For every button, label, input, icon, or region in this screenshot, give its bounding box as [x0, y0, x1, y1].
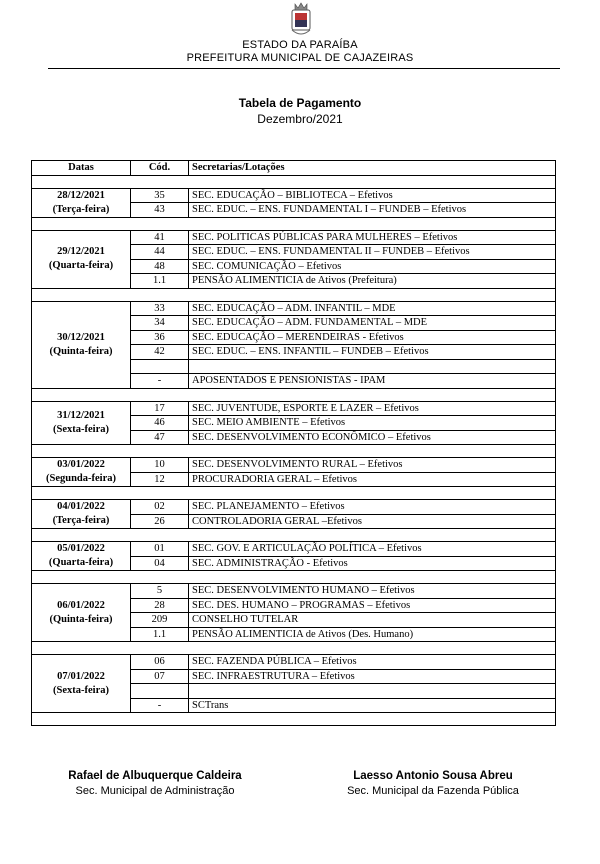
- code-cell: 34: [131, 316, 189, 331]
- secretaria-cell: PROCURADORIA GERAL – Efetivos: [189, 472, 556, 487]
- date-value: 30/12/2021: [57, 331, 105, 343]
- secretaria-cell: [189, 684, 556, 699]
- code-cell: -: [131, 698, 189, 713]
- secretaria-cell: SEC. EDUCAÇÃO – MERENDEIRAS - Efetivos: [189, 330, 556, 345]
- group-spacer-row: [32, 175, 556, 188]
- code-cell: 1.1: [131, 627, 189, 642]
- date-value: 29/12/2021: [57, 246, 105, 257]
- group-spacer-row: [32, 288, 556, 301]
- secretaria-cell: SEC. ADMINISTRAÇÃO - Efetivos: [189, 556, 556, 571]
- secretaria-cell: SEC. EDUC. – ENS. INFANTIL – FUNDEB – Efetivos: [189, 345, 556, 360]
- code-cell: 17: [131, 401, 189, 416]
- spacer-cell: [32, 529, 556, 542]
- table-row: [32, 655, 556, 670]
- date-cell: [32, 188, 131, 217]
- group-spacer-row: [32, 445, 556, 458]
- date-value: 31/12/2021: [57, 409, 105, 421]
- code-cell: 46: [131, 416, 189, 431]
- code-cell: 43: [131, 203, 189, 218]
- secretaria-cell: SEC. MEIO AMBIENTE – Efetivos: [189, 416, 556, 431]
- code-cell: 12: [131, 472, 189, 487]
- spacer-cell: [32, 642, 556, 655]
- table-row: [32, 458, 556, 473]
- code-cell: 36: [131, 330, 189, 345]
- municipal-crest-icon: [289, 0, 313, 38]
- secretaria-cell: SEC. EDUC. – ENS. FUNDAMENTAL I – FUNDEB – Efetivos: [189, 203, 556, 218]
- spacer-cell: [32, 713, 556, 726]
- date-value: 04/01/2022: [57, 501, 105, 512]
- date-cell: [32, 230, 131, 288]
- group-spacer-row: [32, 487, 556, 500]
- group-spacer-row: [32, 529, 556, 542]
- group-spacer-row: [32, 217, 556, 230]
- secretaria-cell: SEC. EDUCAÇÃO – BIBLIOTECA – Efetivos: [189, 188, 556, 203]
- secretaria-cell: APOSENTADOS E PENSIONISTAS - IPAM: [189, 374, 556, 389]
- code-cell: 28: [131, 598, 189, 613]
- spacer-cell: [32, 388, 556, 401]
- code-cell: 33: [131, 301, 189, 316]
- weekday-value: (Quinta-feira): [49, 613, 113, 625]
- group-spacer-row: [32, 713, 556, 726]
- spacer-cell: [32, 487, 556, 500]
- table-row: [32, 584, 556, 599]
- signature-role: Sec. Municipal da Fazenda Pública: [347, 785, 519, 797]
- table-row: [32, 230, 556, 245]
- secretaria-cell: [189, 359, 556, 374]
- code-cell: 06: [131, 655, 189, 670]
- weekday-value: (Sexta-feira): [53, 423, 109, 435]
- date-value: 06/01/2022: [57, 599, 105, 611]
- code-cell: 42: [131, 345, 189, 360]
- secretaria-cell: SEC. FAZENDA PÚBLICA – Efetivos: [189, 655, 556, 670]
- code-cell: 47: [131, 430, 189, 445]
- code-cell: 04: [131, 556, 189, 571]
- date-value: 28/12/2021: [57, 189, 105, 201]
- code-cell: 209: [131, 613, 189, 628]
- secretaria-cell: SEC. POLITICAS PÚBLICAS PARA MULHERES – Efetivos: [189, 230, 556, 245]
- weekday-value: (Terça-feira): [52, 515, 110, 526]
- date-value: 03/01/2022: [57, 459, 105, 470]
- secretaria-cell: PENSÃO ALIMENTICIA de Ativos (Prefeitura): [189, 274, 556, 289]
- header-city: PREFEITURA MUNICIPAL DE CAJAZEIRAS: [186, 52, 414, 64]
- secretaria-cell: SEC. PLANEJAMENTO – Efetivos: [189, 500, 556, 515]
- secretaria-cell: SEC. DESENVOLVIMENTO HUMANO – Efetivos: [189, 584, 556, 599]
- code-cell: 48: [131, 259, 189, 274]
- code-cell: 44: [131, 245, 189, 260]
- page-subtitle: Dezembro/2021: [257, 112, 343, 126]
- column-header-code: Cód.: [131, 161, 189, 176]
- secretaria-cell: SEC. INFRAESTRUTURA – Efetivos: [189, 669, 556, 684]
- signature-name: Rafael de Albuquerque Caldeira: [68, 770, 242, 782]
- table-row: [32, 542, 556, 557]
- group-spacer-row: [32, 642, 556, 655]
- table-header-row: [32, 161, 556, 176]
- secretaria-cell: PENSÃO ALIMENTICIA de Ativos (Des. Humano): [189, 627, 556, 642]
- column-header-secretarias: Secretarias/Lotações: [189, 161, 556, 176]
- secretaria-cell: SEC. EDUC. – ENS. FUNDAMENTAL II – FUNDEB – Efetivos: [189, 245, 556, 260]
- date-cell: [32, 301, 131, 388]
- column-header-dates: Datas: [32, 161, 131, 176]
- table-row: [32, 188, 556, 203]
- weekday-value: (Quarta-feira): [48, 557, 114, 568]
- code-cell: [131, 359, 189, 374]
- secretaria-cell: SEC. DESENVOLVIMENTO ECONÔMICO – Efetivos: [189, 430, 556, 445]
- date-value: 05/01/2022: [57, 543, 105, 554]
- code-cell: 1.1: [131, 274, 189, 289]
- code-cell: 02: [131, 500, 189, 515]
- code-cell: [131, 684, 189, 699]
- header-state: ESTADO DA PARAÍBA: [242, 39, 358, 51]
- code-cell: 41: [131, 230, 189, 245]
- secretaria-cell: SCTrans: [189, 698, 556, 713]
- weekday-value: (Terça-feira): [52, 203, 110, 215]
- signature-finance: [318, 770, 548, 797]
- table-row: [32, 401, 556, 416]
- date-cell: [32, 584, 131, 642]
- table-row: [32, 301, 556, 316]
- date-cell: [32, 655, 131, 713]
- secretaria-cell: SEC. GOV. E ARTICULAÇÃO POLÍTICA – Efetivos: [189, 542, 556, 557]
- group-spacer-row: [32, 571, 556, 584]
- weekday-value: (Quarta-feira): [48, 260, 114, 271]
- secretaria-cell: SEC. JUVENTUDE, ESPORTE E LAZER – Efetivos: [189, 401, 556, 416]
- date-cell: [32, 542, 131, 571]
- spacer-cell: [32, 175, 556, 188]
- code-cell: -: [131, 374, 189, 389]
- code-cell: 26: [131, 514, 189, 529]
- code-cell: 01: [131, 542, 189, 557]
- code-cell: 35: [131, 188, 189, 203]
- spacer-cell: [32, 571, 556, 584]
- spacer-cell: [32, 288, 556, 301]
- weekday-value: (Segunda-feira): [46, 473, 116, 484]
- spacer-cell: [32, 217, 556, 230]
- date-cell: [32, 458, 131, 487]
- secretaria-cell: SEC. COMUNICAÇÃO – Efetivos: [189, 259, 556, 274]
- date-cell: [32, 500, 131, 529]
- group-spacer-row: [32, 388, 556, 401]
- date-cell: [32, 401, 131, 445]
- code-cell: 10: [131, 458, 189, 473]
- code-cell: 07: [131, 669, 189, 684]
- page-title: Tabela de Pagamento: [238, 96, 362, 110]
- secretaria-cell: SEC. EDUCAÇÃO – ADM. FUNDAMENTAL – MDE: [189, 316, 556, 331]
- secretaria-cell: SEC. DESENVOLVIMENTO RURAL – Efetivos: [189, 458, 556, 473]
- spacer-cell: [32, 445, 556, 458]
- secretaria-cell: CONTROLADORIA GERAL –Efetivos: [189, 514, 556, 529]
- table-row: [32, 500, 556, 515]
- weekday-value: (Quinta-feira): [49, 345, 113, 357]
- signature-administration: [40, 770, 270, 797]
- code-cell: 5: [131, 584, 189, 599]
- signature-role: Sec. Municipal de Administração: [75, 785, 235, 797]
- header-divider: [48, 68, 560, 69]
- secretaria-cell: SEC. DES. HUMANO – PROGRAMAS – Efetivos: [189, 598, 556, 613]
- secretaria-cell: SEC. EDUCAÇÃO – ADM. INFANTIL – MDE: [189, 301, 556, 316]
- secretaria-cell: CONSELHO TUTELAR: [189, 613, 556, 628]
- signature-name: Laesso Antonio Sousa Abreu: [353, 770, 513, 782]
- weekday-value: (Sexta-feira): [53, 684, 109, 696]
- date-value: 07/01/2022: [57, 670, 105, 682]
- payment-table: [31, 160, 556, 726]
